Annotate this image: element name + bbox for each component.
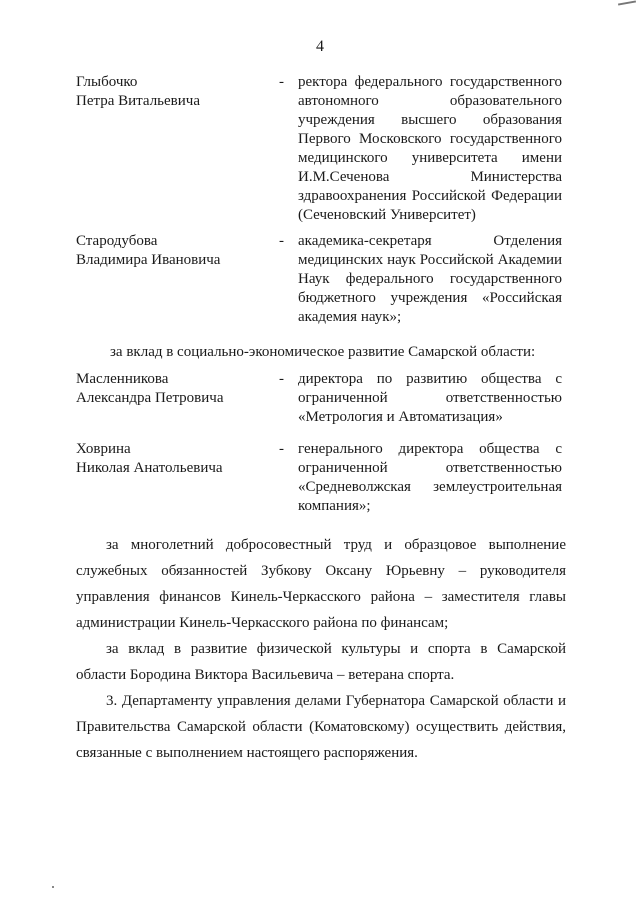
position-description: директора по развитию общества с ограниченной ответственностью «Метрология и Автоматизация»	[298, 371, 562, 425]
person-name	[76, 440, 266, 478]
paragraph-item-3	[76, 688, 566, 766]
person-given-names: Александра Петровича	[76, 390, 224, 406]
position-description: академика-секретаря Отделения медицинских наук Российской Академии Наук федерального государственного бюджетного учреждения «Российская академия наук»;	[298, 233, 562, 325]
scan-speck	[52, 886, 54, 888]
person-surname: Стародубова	[76, 233, 158, 249]
paragraph-text: за вклад в развитие физической культуры и спорта в Самарской области Бородина Виктора Васильевича – ветерана спорта.	[76, 641, 566, 683]
paragraph-text: за многолетний добросовестный труд и образцовое выполнение служебных обязанностей Зубкову Оксану Юрьевну – руководителя управления финансов Кинель-Черкасского района – заместителя главы администрации Кинель-Черкасского района по финансам;	[76, 537, 566, 631]
page-number: 4	[316, 38, 324, 55]
person-surname: Глыбочко	[76, 74, 138, 90]
person-surname: Ховрина	[76, 441, 131, 457]
person-name	[76, 73, 266, 111]
position-description: генерального директора общества с ограниченной ответственностью «Средневолжская землеустроительная компания»;	[298, 441, 562, 514]
entry-dash: -	[279, 441, 284, 457]
entry-dash: -	[279, 233, 284, 249]
entry-dash: -	[279, 74, 284, 90]
position-description: ректора федерального государственного автономного образовательного учреждения высшего образования Первого Московского государственного медицинского университета имени И.М.Сеченова Министерства здравоохранения Российской Федерации (Сеченовский Университет)	[298, 74, 562, 223]
scan-mark	[618, 0, 636, 5]
paragraph-sport-award	[76, 636, 566, 688]
person-surname: Масленникова	[76, 371, 169, 387]
entry-dash: -	[279, 371, 284, 387]
person-given-names: Николая Анатольевича	[76, 460, 223, 476]
person-name	[76, 232, 266, 270]
paragraph-labor-award	[76, 532, 566, 636]
paragraph-text: 3. Департаменту управления делами Губернатора Самарской области и Правительства Самарской области (Коматовскому) осуществить действия, связанные с выполнением настоящего распоряжения.	[76, 693, 566, 761]
section-heading-socio-economic: за вклад в социально-экономическое развитие Самарской области:	[110, 344, 536, 360]
person-name	[76, 370, 266, 408]
person-given-names: Петра Витальевича	[76, 93, 200, 109]
person-given-names: Владимира Ивановича	[76, 252, 221, 268]
